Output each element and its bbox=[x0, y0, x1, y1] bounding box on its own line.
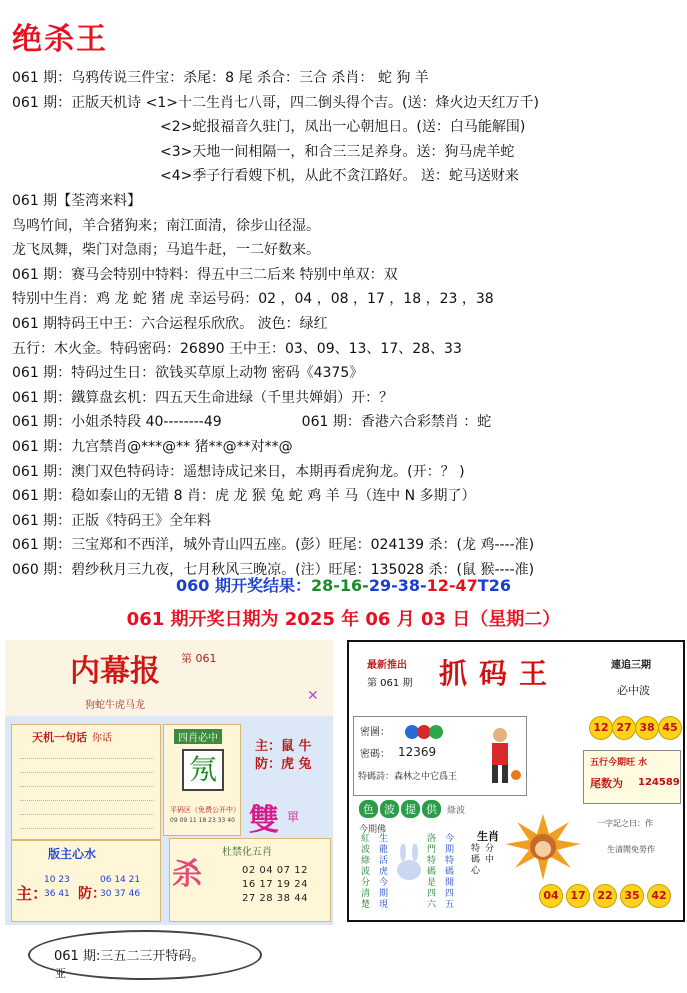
line-10: 特别中生肖：鸡 龙 蛇 猪 虎 幸运号码：02 ，04 ，08 ，17 ，18 ，23 ，38 bbox=[12, 291, 494, 308]
result-label: 060 期开奖结果： bbox=[176, 576, 311, 595]
zhuama-title: 抓码王 bbox=[439, 657, 560, 690]
mima-value: 12369 bbox=[398, 745, 437, 759]
tianji-box bbox=[11, 724, 161, 840]
fang-label: 防：虎 兔 bbox=[255, 757, 312, 772]
ball: 04 bbox=[539, 884, 563, 908]
wuxing-text: 五行今期旺 水 bbox=[590, 758, 648, 768]
sebo-char: 供 bbox=[422, 800, 441, 818]
line-15 bbox=[12, 410, 682, 435]
line-9: 061 期：赛马会特别中特料：得五中三二后来 特别中单双：双 bbox=[12, 266, 398, 283]
zhu-fang bbox=[255, 738, 312, 774]
zhu-numbers-1: 10 23 bbox=[44, 875, 70, 885]
tianji-row bbox=[20, 761, 154, 773]
neimu-panel bbox=[5, 640, 333, 925]
zhuama-header bbox=[349, 642, 683, 712]
line-21: 060 期：碧纱秋月三九夜，七月秋风三晚凉。(注）旺尾：135028 杀：(鼠 猴----准) bbox=[12, 561, 535, 578]
tianji-row bbox=[20, 817, 154, 829]
mingpai-box bbox=[163, 724, 241, 836]
tema-poem: 特碼詩：森林之中它爲王 bbox=[358, 772, 458, 782]
mitu-label: 密圖： bbox=[360, 727, 390, 738]
ball: 38 bbox=[635, 716, 659, 740]
zhuama-issue: 第 061 期 bbox=[367, 678, 413, 689]
line-7: 鸟鸣竹间，羊合猪狗来；南江面清，徐步山径湿。 bbox=[12, 217, 320, 234]
ball: 42 bbox=[647, 884, 671, 908]
ball: 45 bbox=[658, 716, 682, 740]
big-character: 氖 bbox=[182, 749, 224, 791]
result-special: T26 bbox=[477, 576, 511, 595]
sha-box bbox=[169, 838, 331, 922]
neimu-title: 内幕报 bbox=[70, 654, 160, 689]
zhu-label: 主：鼠 牛 bbox=[255, 739, 312, 754]
line-1: 061 期：乌鸦传说三件宝：杀尾：8 尾 杀合：三合 杀肖： 蛇 狗 羊 bbox=[12, 70, 429, 86]
line-18: 061 期：稳如泰山的无错 8 肖：虎 龙 猴 兔 蛇 鸡 羊 马（连中 N 多期了） bbox=[12, 488, 476, 505]
jinqi-label: 今期佛 bbox=[359, 825, 387, 835]
ball: 27 bbox=[612, 716, 636, 740]
zhuama-newest: 最新推出 bbox=[367, 660, 407, 671]
sha-char: 杀 bbox=[172, 857, 202, 892]
pingma-label: 平码区（免费公开中） bbox=[170, 806, 240, 814]
zhuama-panel bbox=[347, 640, 685, 922]
zhuama-lianzhu: 連追三期 bbox=[611, 660, 651, 671]
sha-heading: 杜禁化五肖 bbox=[222, 847, 272, 858]
tianji-row bbox=[20, 775, 154, 787]
banzhu-fang: 防： bbox=[78, 886, 106, 902]
line-8: 龙飞凤舞，柴门对急雨；马追牛赶，一二好数来。 bbox=[12, 242, 320, 259]
monkey-picture-icon bbox=[503, 814, 583, 884]
line-19: 061 期：正版《特码王》全年料 bbox=[12, 512, 212, 529]
sebo-label: 綠波 bbox=[443, 802, 469, 817]
balls-picture-icon bbox=[404, 721, 444, 743]
draw-result bbox=[0, 573, 687, 596]
result-nums-1: 28-16- bbox=[311, 576, 369, 595]
fen-zhong: 分中 bbox=[485, 844, 495, 865]
tianji-row bbox=[20, 803, 154, 815]
close-icon[interactable]: ✕ bbox=[307, 688, 319, 704]
zhuama-bizhong: 必中波 bbox=[617, 684, 650, 697]
tianji-heading: 天机一句话 bbox=[32, 731, 87, 744]
zhu-numbers-2: 36 41 bbox=[44, 889, 70, 899]
banzhu-box bbox=[11, 840, 161, 922]
verse-column-4: 今期特碼開四五 bbox=[445, 834, 455, 910]
shengxiao-label: 生肖 bbox=[477, 830, 499, 843]
shuang-char: 雙 bbox=[249, 803, 279, 838]
sha-numbers-1: 02 04 07 12 bbox=[242, 865, 308, 876]
verse-column-2: 生龍活虎今期現 bbox=[379, 834, 389, 910]
line-16: 061 期：九宫禁肖@***@** 猪**@**对**@ bbox=[12, 438, 293, 455]
line-4: <3>天地一间相隔一，和合三三足养身。送：狗马虎羊蛇 bbox=[160, 143, 515, 160]
verse-column-1: 紅波綠波分清楚 bbox=[361, 834, 371, 910]
result-nums-2: 29-38- bbox=[368, 576, 427, 595]
line-13: 061 期：特码过生日：欲钱买草原上动物 密码《4375》 bbox=[12, 365, 364, 382]
line-14: 061 期：鐵算盘玄机：四五天生命进绿（千里共婵娟）开：？ bbox=[12, 389, 394, 406]
fang-numbers-2: 30 37 46 bbox=[100, 889, 141, 899]
tema-xin: 特碼心 bbox=[471, 844, 481, 876]
line-5: <4>季子行看嫂下机，从此不贪江路好。 送：蛇马送财来 bbox=[160, 168, 519, 185]
page-title: 绝杀王 bbox=[12, 22, 108, 57]
weishu-label: 尾数为 bbox=[590, 777, 623, 790]
neimu-subtitle: 狗蛇牛虎马龙 bbox=[85, 700, 145, 711]
line-15a: 061 期：小姐杀特段 40--------49 bbox=[12, 414, 222, 431]
mima-label: 密碼： bbox=[360, 749, 390, 760]
tianji-row bbox=[20, 747, 154, 759]
sebo-strip bbox=[359, 800, 471, 818]
sebo-char: 波 bbox=[380, 800, 399, 818]
result-nums-3: 12-47 bbox=[426, 576, 478, 595]
dan-char: 單 bbox=[287, 810, 300, 824]
ball: 12 bbox=[589, 716, 613, 740]
sha-numbers-2: 16 17 19 24 bbox=[242, 879, 308, 890]
line-2: 061 期：正版天机诗 <1>十二生肖七八哥，四二倒头得个吉。(送：烽火边天红万千) bbox=[12, 94, 539, 111]
zhuama-body bbox=[353, 714, 679, 916]
ball: 22 bbox=[593, 884, 617, 908]
line-15b: 061 期：香港六合彩禁肖 ：蛇 bbox=[301, 414, 492, 431]
content-lines bbox=[12, 66, 682, 582]
sebo-char: 提 bbox=[401, 800, 420, 818]
cloud-extra: 亚 bbox=[55, 967, 66, 980]
line-11: 061 期特码王中王：六合运程乐欣欣。 波色：绿红 bbox=[12, 315, 328, 332]
line-20: 061 期：三宝郑和不西洋，城外青山四五座。(彭）旺尾：024139 杀：(龙 鸡----准) bbox=[12, 537, 535, 554]
line-12: 五行：木火金。特码密码：26890 王中王：03、09、13、17、28、33 bbox=[12, 340, 462, 357]
mingpai-heading: 四肖必中 bbox=[174, 729, 222, 744]
fang-numbers-1: 06 14 21 bbox=[100, 875, 141, 885]
ball: 17 bbox=[566, 884, 590, 908]
wuxing-box bbox=[583, 750, 681, 804]
yiju-text: 一字記之曰：作 bbox=[597, 819, 653, 828]
tianji-row bbox=[20, 789, 154, 801]
player-picture-icon bbox=[482, 725, 522, 789]
banzhu-heading: 版主心水 bbox=[48, 847, 97, 861]
pingma-numbers: 09 09 11 18 23 33 40 bbox=[170, 817, 235, 824]
verse-column-3: 洛門特碼是四六 bbox=[427, 834, 437, 910]
neimu-header bbox=[5, 640, 333, 718]
tianji-sub: 你话 bbox=[92, 733, 112, 744]
banzhu-zhu: 主： bbox=[16, 884, 49, 903]
cloud-text: 061 期:三五二三开特码。 bbox=[54, 949, 205, 964]
line-17: 061 期：澳门双色特码诗：遥想诗成记来日，本期再看虎狗龙。(开：？ ) bbox=[12, 463, 465, 480]
sha-numbers-3: 27 28 38 44 bbox=[242, 893, 308, 904]
line-3: <2>蛇报福音久驻门，凤出一心朝旭日。(送：白马能解围) bbox=[160, 119, 526, 136]
weishu-value: 124589 bbox=[638, 777, 680, 788]
line-6: 061 期【荃湾来料】 bbox=[12, 192, 142, 209]
mima-box bbox=[353, 716, 527, 796]
rabbit-picture-icon bbox=[393, 844, 425, 884]
neimu-issue: 第 061 bbox=[181, 652, 217, 665]
ball: 35 bbox=[620, 884, 644, 908]
shengqing-text: 生清閒免勞作 bbox=[607, 845, 655, 854]
sebo-char: 色 bbox=[359, 800, 378, 818]
draw-date: 061 期开奖日期为 2025 年 06 月 03 日（星期二） bbox=[126, 609, 561, 630]
cloud-callout bbox=[28, 930, 262, 980]
